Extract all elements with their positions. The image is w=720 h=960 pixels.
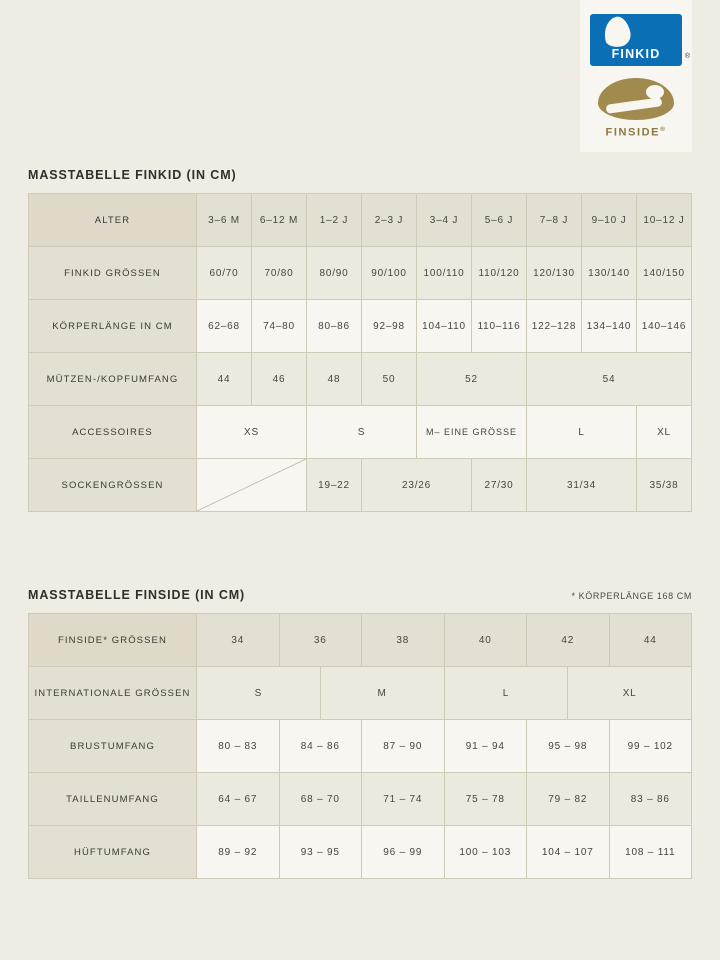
cell: 7–8 J (527, 194, 582, 247)
row-label-sockengroessen: SOCKENGRÖSSEN (29, 459, 197, 512)
finkid-registered-mark: ® (684, 53, 690, 60)
table-row (29, 406, 692, 459)
table-row (29, 353, 692, 406)
finkid-section (28, 168, 692, 512)
cell: L (444, 667, 568, 720)
cell: 50 (362, 353, 417, 406)
cell: 62–68 (197, 300, 252, 353)
cell: 108 – 111 (609, 826, 692, 879)
row-label-brustumfang: BRUSTUMFANG (29, 720, 197, 773)
cell: 10–12 J (637, 194, 692, 247)
cell: 140–146 (637, 300, 692, 353)
cell: 104 – 107 (527, 826, 610, 879)
cell: 68 – 70 (279, 773, 362, 826)
cell: 99 – 102 (609, 720, 692, 773)
cell: 19–22 (307, 459, 362, 512)
finside-logo-word: FINSIDE (605, 126, 661, 139)
cell: 52 (417, 353, 527, 406)
row-label-taillenumfang: TAILLENUMFANG (29, 773, 197, 826)
cell: S (307, 406, 417, 459)
cell: 100/110 (417, 247, 472, 300)
cell: 46 (252, 353, 307, 406)
table-row (29, 247, 692, 300)
row-label-accessoires: ACCESSOIRES (29, 406, 197, 459)
cell: 91 – 94 (444, 720, 527, 773)
cell: L (527, 406, 637, 459)
cell: 80/90 (307, 247, 362, 300)
cell: 104–110 (417, 300, 472, 353)
table-row (29, 300, 692, 353)
cell: 90/100 (362, 247, 417, 300)
finside-section (28, 588, 692, 879)
cell: 64 – 67 (197, 773, 280, 826)
cell: 80 – 83 (197, 720, 280, 773)
cell: 140/150 (637, 247, 692, 300)
cell: M– EINE GRÖSSE (417, 406, 527, 459)
brand-logo-box (580, 0, 692, 152)
cell: 44 (197, 353, 252, 406)
cell: 89 – 92 (197, 826, 280, 879)
cell: 79 – 82 (527, 773, 610, 826)
finside-registered-mark: ® (660, 126, 667, 133)
cell: 100 – 103 (444, 826, 527, 879)
finside-size-table (28, 613, 692, 879)
cell: 34 (197, 614, 280, 667)
finside-note: * KÖRPERLÄNGE 168 CM (571, 591, 692, 601)
cell: 3–6 M (197, 194, 252, 247)
finkid-section-title: MASSTABELLE FINKID (IN CM) (28, 168, 237, 182)
cell: 42 (527, 614, 610, 667)
row-label-koerperlaenge: KÖRPERLÄNGE IN CM (29, 300, 197, 353)
row-label-alter: ALTER (29, 194, 197, 247)
table-row (29, 773, 692, 826)
cell-empty-crossed (197, 459, 307, 512)
cell: 1–2 J (307, 194, 362, 247)
table-row (29, 720, 692, 773)
cell: 35/38 (637, 459, 692, 512)
cell: 6–12 M (252, 194, 307, 247)
finkid-size-table (28, 193, 692, 512)
cell: 110/120 (472, 247, 527, 300)
cell: 74–80 (252, 300, 307, 353)
cell: 120/130 (527, 247, 582, 300)
cell: 83 – 86 (609, 773, 692, 826)
finside-logo (590, 78, 682, 139)
row-label-kopfumfang: MÜTZEN-/KOPFUMFANG (29, 353, 197, 406)
row-label-internationale-groessen: INTERNATIONALE GRÖSSEN (29, 667, 197, 720)
cell: 92–98 (362, 300, 417, 353)
cell: 3–4 J (417, 194, 472, 247)
finkid-logo (590, 14, 690, 66)
cell: 60/70 (197, 247, 252, 300)
cell: 96 – 99 (362, 826, 445, 879)
cell: 9–10 J (582, 194, 637, 247)
row-label-finkid-groessen: FINKID GRÖSSEN (29, 247, 197, 300)
cell: 5–6 J (472, 194, 527, 247)
cell: 80–86 (307, 300, 362, 353)
table-row (29, 459, 692, 512)
cell: M (320, 667, 444, 720)
row-label-finside-groessen: FINSIDE* GRÖSSEN (29, 614, 197, 667)
cell: 122–128 (527, 300, 582, 353)
cell: 93 – 95 (279, 826, 362, 879)
table-row (29, 614, 692, 667)
cell: 75 – 78 (444, 773, 527, 826)
cell: 27/30 (472, 459, 527, 512)
table-row (29, 194, 692, 247)
finkid-logo-text: FINKID (611, 47, 661, 61)
row-label-hueftumfang: HÜFTUMFANG (29, 826, 197, 879)
cell: S (197, 667, 321, 720)
cell: 70/80 (252, 247, 307, 300)
finside-section-title: MASSTABELLE FINSIDE (IN CM) (28, 588, 246, 602)
finkid-child-head-icon (601, 15, 633, 50)
cell: 130/140 (582, 247, 637, 300)
cell: XS (197, 406, 307, 459)
cell: 54 (527, 353, 692, 406)
cell: XL (568, 667, 692, 720)
cell: 95 – 98 (527, 720, 610, 773)
cell: 2–3 J (362, 194, 417, 247)
table-row (29, 826, 692, 879)
cell: XL (637, 406, 692, 459)
cell: 38 (362, 614, 445, 667)
cell: 23/26 (362, 459, 472, 512)
cell: 31/34 (527, 459, 637, 512)
cell: 134–140 (582, 300, 637, 353)
finside-logo-text (606, 126, 667, 139)
cell: 40 (444, 614, 527, 667)
cell: 71 – 74 (362, 773, 445, 826)
cell: 110–116 (472, 300, 527, 353)
cell: 87 – 90 (362, 720, 445, 773)
finside-swoosh-icon (598, 78, 674, 120)
cell: 36 (279, 614, 362, 667)
cell: 84 – 86 (279, 720, 362, 773)
cell: 44 (609, 614, 692, 667)
cell: 48 (307, 353, 362, 406)
table-row (29, 667, 692, 720)
